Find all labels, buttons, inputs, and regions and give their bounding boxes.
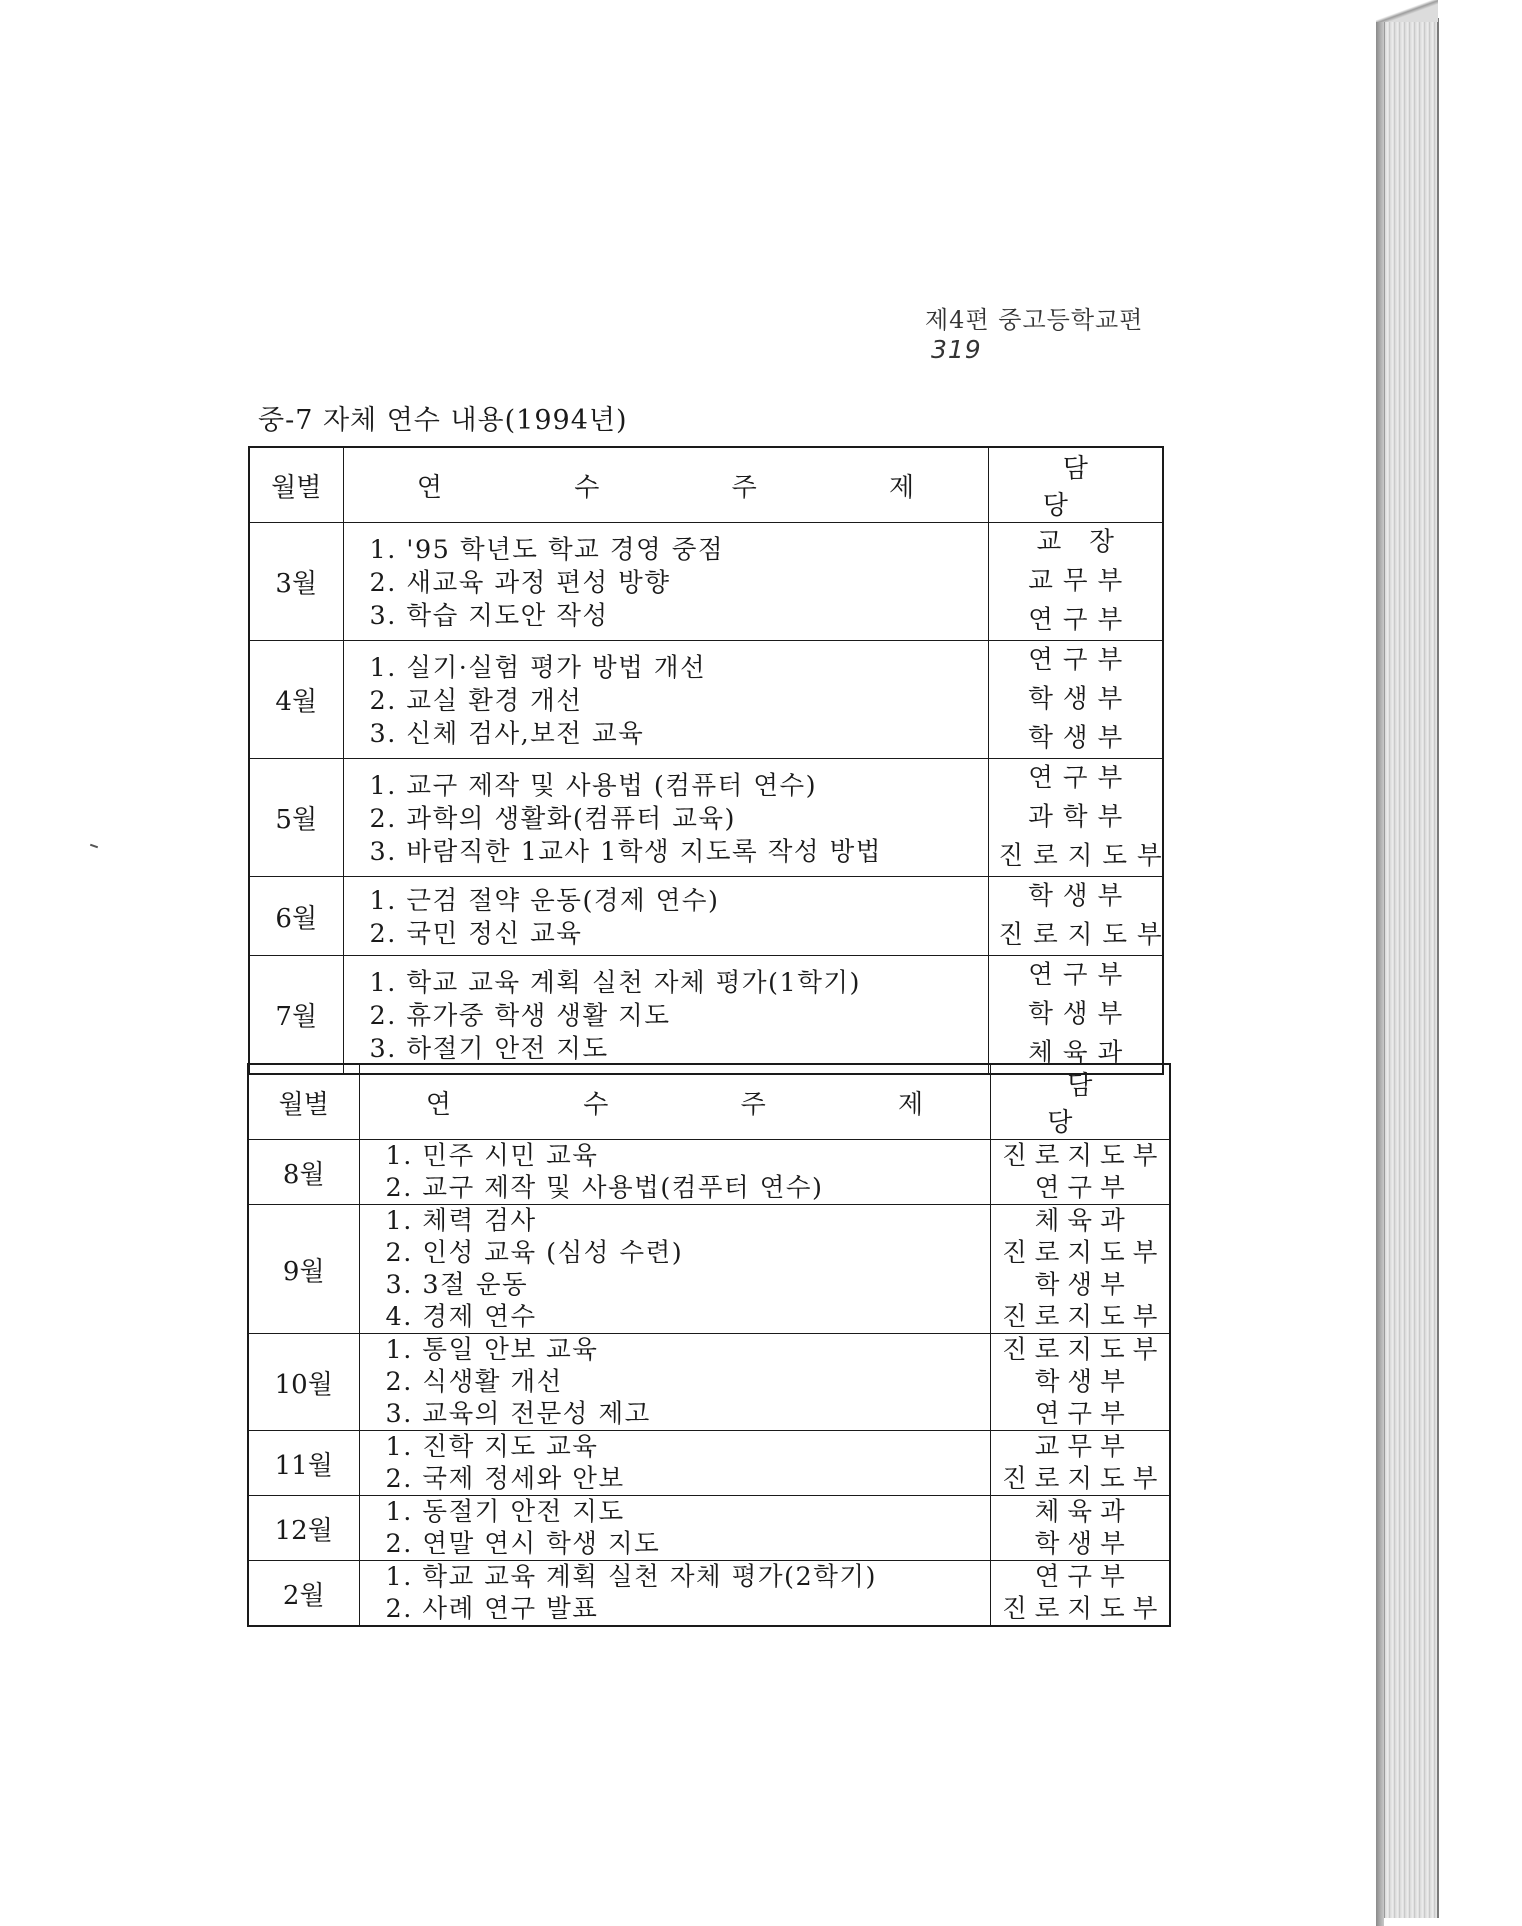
owners-cell — [988, 877, 1172, 956]
topics-cell — [359, 1561, 990, 1627]
topic-item: 3. 학습 지도안 작성 — [369, 601, 609, 631]
month-cell: 6월 — [249, 877, 343, 956]
owner-item: 진로지도부 — [1002, 1238, 1166, 1268]
topic-item: 4. 경제 연수 — [385, 1302, 537, 1332]
owners-cell — [990, 1334, 1170, 1431]
topic-item: 1. 실기·실험 평가 방법 개선 — [369, 653, 707, 683]
header-month: 월별 — [248, 1064, 359, 1140]
owners-cell — [988, 641, 1163, 759]
month-cell: 9월 — [248, 1205, 359, 1334]
schedule-table-2 — [247, 1063, 1171, 1627]
topic-item: 2. 식생활 개선 — [385, 1367, 563, 1397]
month-cell: 7월 — [249, 956, 343, 1075]
topic-item: 2. 연말 연시 학생 지도 — [385, 1529, 661, 1559]
topics-cell — [359, 1140, 990, 1205]
table-row — [249, 956, 1163, 1075]
owners-cell — [988, 956, 1163, 1075]
topic-item: 2. 새교육 과정 편성 방향 — [369, 568, 671, 598]
header-topic-label: 연 수 주 제 — [416, 472, 977, 503]
owners-cell — [990, 1561, 1170, 1627]
topics-cell — [343, 956, 988, 1075]
topic-item: 1. 진학 지도 교육 — [385, 1432, 599, 1462]
owners-cell — [988, 759, 1172, 877]
topic-item: 1. 근검 절약 운동(경제 연수) — [369, 886, 720, 916]
header-owner — [988, 447, 1163, 523]
owner-item: 학생부 — [1028, 881, 1133, 911]
table-row — [248, 1334, 1170, 1431]
month-cell: 5월 — [249, 759, 343, 877]
owner-item: 학생부 — [1028, 723, 1133, 753]
topic-item: 1. 학교 교육 계획 실천 자체 평가(1학기) — [369, 968, 861, 998]
table-row — [249, 523, 1163, 641]
page-fold-corner — [1376, 0, 1438, 22]
topic-item: 2. 교실 환경 개선 — [369, 686, 583, 716]
owner-item: 진로지도부 — [998, 841, 1172, 871]
topic-item: 2. 인성 교육 (심성 수련) — [385, 1238, 684, 1268]
owner-item: 교무부 — [1028, 566, 1133, 596]
header-owner — [990, 1064, 1170, 1140]
table-title: 중-7 자체 연수 내용(1994년) — [258, 405, 628, 436]
topic-item: 1. 민주 시민 교육 — [385, 1141, 599, 1171]
owner-item: 연구부 — [1028, 763, 1133, 793]
owner-item: 진로지도부 — [1002, 1335, 1166, 1365]
table-row — [249, 877, 1163, 956]
page-spine — [1376, 0, 1384, 1926]
topics-cell — [359, 1431, 990, 1496]
header-owner-label: 담 당 — [1047, 1071, 1133, 1138]
topic-item: 3. 하절기 안전 지도 — [369, 1034, 609, 1064]
owner-item: 진로지도부 — [998, 920, 1172, 950]
table-header-row — [248, 1064, 1170, 1140]
topics-cell — [343, 523, 988, 641]
owner-item: 연구부 — [1028, 645, 1133, 675]
topic-item: 3. 교육의 전문성 제고 — [385, 1399, 651, 1429]
topic-item: 1. 통일 안보 교육 — [385, 1335, 599, 1365]
topics-cell — [343, 759, 988, 877]
topic-item: 1. 동절기 안전 지도 — [385, 1497, 625, 1527]
owners-cell — [990, 1140, 1170, 1205]
month-cell: 2월 — [248, 1561, 359, 1627]
topic-item: 3. 3절 운동 — [385, 1270, 529, 1300]
topic-item: 1. 교구 제작 및 사용법 (컴퓨터 연수) — [369, 771, 818, 801]
topic-item: 1. 체력 검사 — [385, 1206, 537, 1236]
table-row — [248, 1205, 1170, 1334]
header-topic-label: 연 수 주 제 — [425, 1089, 986, 1120]
owners-cell — [990, 1496, 1170, 1561]
topic-item: 2. 사례 연구 발표 — [385, 1594, 599, 1624]
owner-item: 연구부 — [1034, 1399, 1133, 1429]
topic-item: 2. 과학의 생활화(컴퓨터 교육) — [369, 804, 737, 834]
topics-cell — [359, 1496, 990, 1561]
table-row — [249, 759, 1163, 877]
header-topic — [359, 1064, 990, 1140]
owners-cell — [988, 523, 1163, 641]
month-cell: 3월 — [249, 523, 343, 641]
owner-item: 체육과 — [1034, 1497, 1133, 1527]
owner-item: 연구부 — [1034, 1562, 1133, 1592]
table-row — [248, 1140, 1170, 1205]
page-number: 319 — [931, 335, 982, 364]
topics-cell — [359, 1205, 990, 1334]
month-cell: 11월 — [248, 1431, 359, 1496]
table-header-row — [249, 447, 1163, 523]
schedule-table-1 — [248, 446, 1172, 1075]
table-row — [248, 1561, 1170, 1627]
topic-item: 2. 휴가중 학생 생활 지도 — [369, 1001, 671, 1031]
owners-cell — [990, 1205, 1170, 1334]
header-topic — [343, 447, 988, 523]
month-cell: 10월 — [248, 1334, 359, 1431]
month-cell: 4월 — [249, 641, 343, 759]
owner-item: 학생부 — [1034, 1270, 1133, 1300]
owner-item: 체육과 — [1034, 1206, 1133, 1236]
owner-item: 진로지도부 — [1002, 1464, 1166, 1494]
owner-item: 학생부 — [1034, 1367, 1133, 1397]
owner-item: 체육과 — [1028, 1038, 1133, 1068]
topics-cell — [359, 1334, 990, 1431]
topic-item: 2. 교구 제작 및 사용법(컴푸터 연수) — [385, 1173, 824, 1203]
owner-item: 과학부 — [1028, 802, 1133, 832]
topic-item: 1. 학교 교육 계획 실천 자체 평가(2학기) — [385, 1562, 877, 1592]
table-row — [249, 641, 1163, 759]
owner-item: 교 장 — [1036, 527, 1124, 557]
owners-cell — [990, 1431, 1170, 1496]
table-row — [248, 1431, 1170, 1496]
topic-item: 1. '95 학년도 학교 경영 중점 — [369, 535, 725, 565]
topics-cell — [343, 877, 988, 956]
header-owner-label: 담 당 — [1042, 454, 1128, 521]
owner-item: 학생부 — [1034, 1529, 1133, 1559]
owner-item: 연구부 — [1028, 605, 1133, 635]
owner-item: 학생부 — [1028, 999, 1133, 1029]
owner-item: 연구부 — [1028, 960, 1133, 990]
topic-item: 3. 신체 검사,보전 교육 — [369, 719, 645, 749]
owner-item: 연구부 — [1034, 1173, 1133, 1203]
month-cell: 8월 — [248, 1140, 359, 1205]
topics-cell — [343, 641, 988, 759]
owner-item: 진로지도부 — [1002, 1594, 1166, 1624]
owner-item: 교무부 — [1034, 1432, 1133, 1462]
owner-item: 학생부 — [1028, 684, 1133, 714]
topic-item: 2. 국민 정신 교육 — [369, 919, 583, 949]
scan-speck — [90, 844, 98, 849]
table-row — [248, 1496, 1170, 1561]
owner-item: 진로지도부 — [1002, 1302, 1166, 1332]
topic-item: 2. 국제 정세와 안보 — [385, 1464, 625, 1494]
month-cell: 12월 — [248, 1496, 359, 1561]
topic-item: 3. 바람직한 1교사 1학생 지도록 작성 방법 — [369, 837, 882, 867]
header-month: 월별 — [249, 447, 343, 523]
owner-item: 진로지도부 — [1002, 1141, 1166, 1171]
running-head — [925, 300, 1175, 364]
running-head-text: 제4편 중고등학교편 — [925, 306, 1144, 334]
page-stack-edge — [1384, 18, 1439, 1918]
